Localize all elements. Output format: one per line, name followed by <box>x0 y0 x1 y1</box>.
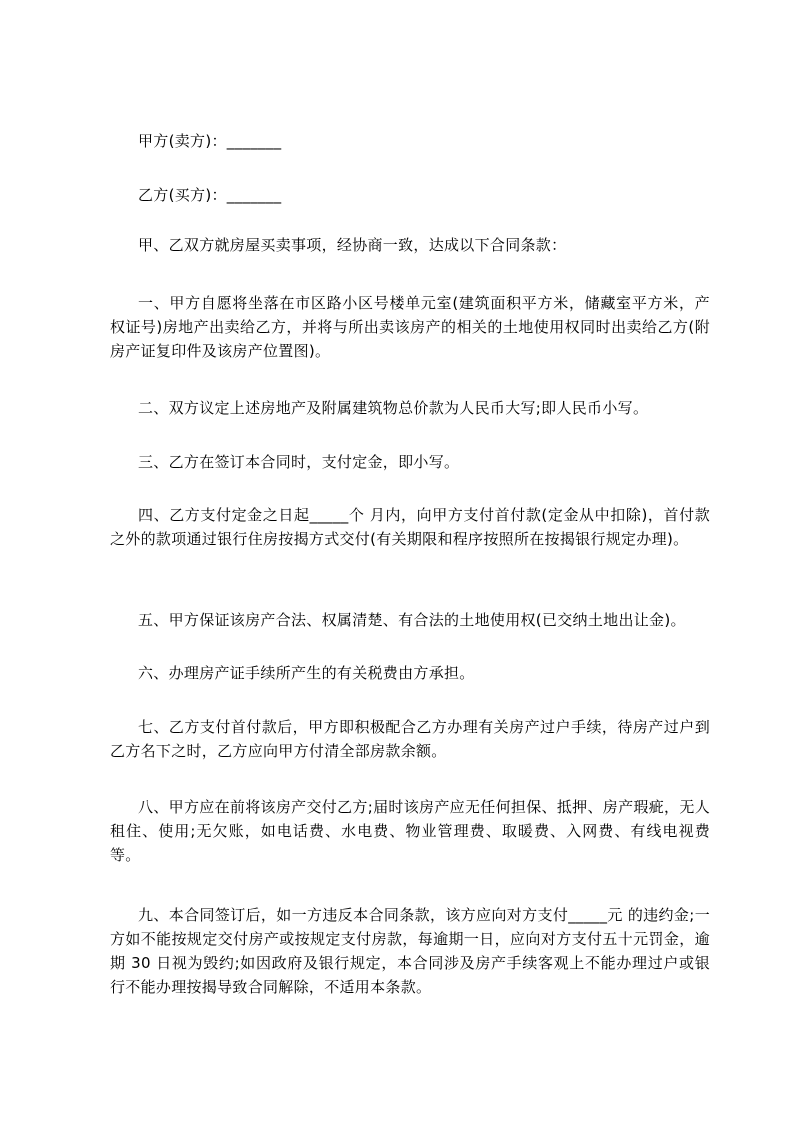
preamble: 甲、乙双方就房屋买卖事项，经协商一致，达成以下合同条款： <box>138 236 567 254</box>
clause-5: 五、甲方保证该房产合法、权属清楚、有合法的土地使用权(已交纳土地出让金)。 <box>138 611 686 629</box>
clause-6: 六、办理房产证手续所产生的有关税费由方承担。 <box>138 664 475 682</box>
clause-1: 一、甲方自愿将坐落在市区路小区号楼单元室(建筑面积平方米，储藏室平方米，产权证号)房地产出卖给乙方，并将与所出卖该房产的相关的土地使用权同时出卖给乙方(附房产证复印件及该房产位置图)。 <box>110 294 710 360</box>
party-a-line: 甲方(卖方)：_______ <box>138 132 282 150</box>
clause-4: 四、乙方支付定金之日起_____个 月内，向甲方支付首付款(定金从中扣除)，首付款之外的款项通过银行住房按揭方式交付(有关期限和程序按照所在按揭银行规定办理)。 <box>110 506 710 548</box>
clause-9: 九、本合同签订后，如一方违反本合同条款，该方应向对方支付_____元 的违约金;一方如不能按规定交付房产或按规定支付房款，每逾期一日，应向对方支付五十元罚金，逾期 30 日视为毁约;如因政府及银行规定，本合同涉及房产手续客观上不能办理过户或银行不能办理按揭导致合同解除，不适用本条款。 <box>110 906 710 996</box>
clause-2: 二、双方议定上述房地产及附属建筑物总价款为人民币大写;即人民币小写。 <box>138 399 649 417</box>
clause-8: 八、甲方应在前将该房产交付乙方;届时该房产应无任何担保、抵押、房产瑕疵，无人租住、使用;无欠账，如电话费、水电费、物业管理费、取暖费、入网费、有线电视费等。 <box>110 798 710 864</box>
party-b-line: 乙方(买方)：_______ <box>138 186 282 204</box>
clause-7: 七、乙方支付首付款后，甲方即积极配合乙方办理有关房产过户手续，待房产过户到乙方名下之时，乙方应向甲方付清全部房款余额。 <box>110 718 710 760</box>
clause-3: 三、乙方在签订本合同时，支付定金，即小写。 <box>138 453 460 471</box>
